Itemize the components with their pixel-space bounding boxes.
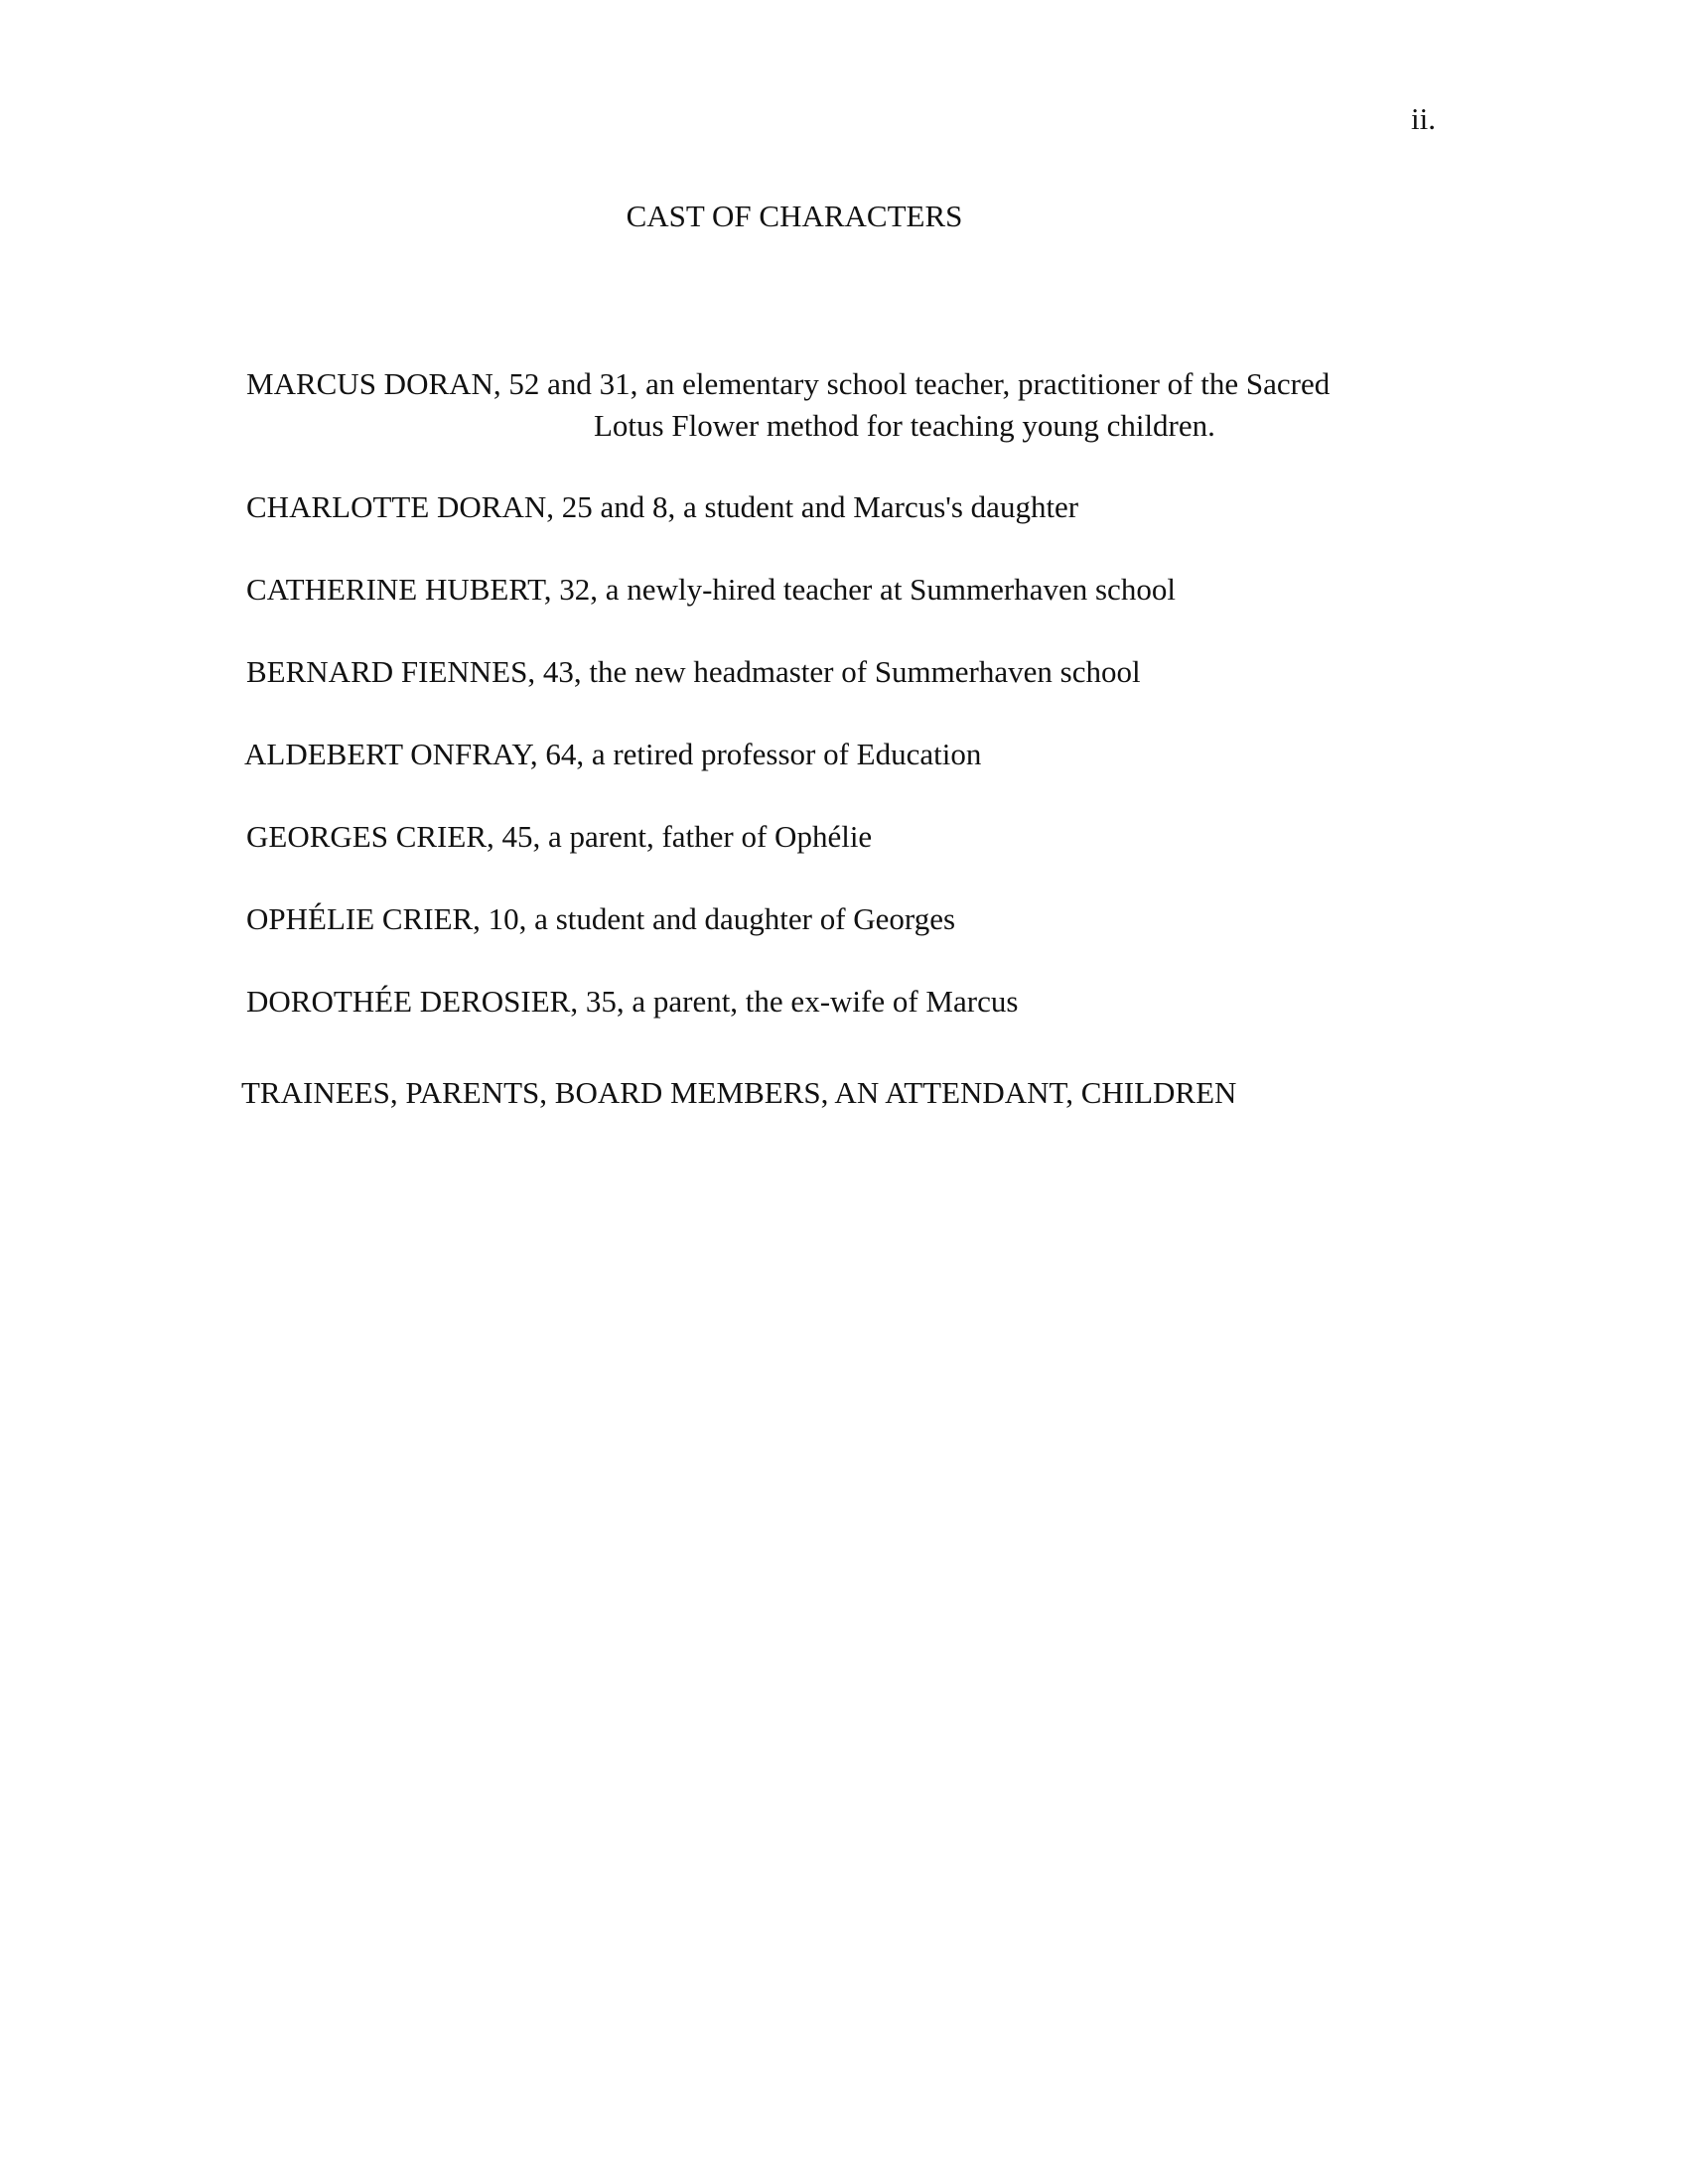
cast-entry-text: MARCUS DORAN, 52 and 31, an elementary school teacher, practitioner of the Sacred	[246, 366, 1331, 401]
cast-entry-text: GEORGES CRIER, 45, a parent, father of Ophélie	[246, 819, 873, 854]
page-title: CAST OF CHARACTERS	[626, 199, 963, 233]
cast-entry-marcus-doran	[246, 363, 1487, 447]
cast-entry-georges-crier	[246, 816, 1487, 858]
cast-entry-text: DOROTHÉE DEROSIER, 35, a parent, the ex-wife of Marcus	[246, 984, 1019, 1019]
cast-entry-text: CHARLOTTE DORAN, 25 and 8, a student and Marcus's daughter	[246, 489, 1079, 524]
cast-entry-bernard-fiennes	[246, 651, 1487, 693]
cast-entry-text: ALDEBERT ONFRAY, 64, a retired professor of Education	[244, 737, 982, 771]
cast-entry-text: OPHÉLIE CRIER, 10, a student and daughter of Georges	[246, 901, 956, 936]
cast-entry-text: CATHERINE HUBERT, 32, a newly-hired teacher at Summerhaven school	[246, 572, 1176, 607]
cast-entry-text: BERNARD FIENNES, 43, the new headmaster of Summerhaven school	[246, 654, 1141, 689]
cast-entry-dorothee-derosier	[246, 981, 1487, 1023]
cast-entry-aldebert-onfray	[244, 734, 1485, 775]
cast-entry-catherine-hubert	[246, 569, 1487, 611]
ensemble-line: TRAINEES, PARENTS, BOARD MEMBERS, AN ATTENDANT, CHILDREN	[241, 1075, 1237, 1110]
cast-entry-charlotte-doran	[246, 486, 1487, 528]
cast-entry-continuation: Lotus Flower method for teaching young children.	[594, 408, 1215, 443]
cast-entry-ophelie-crier	[246, 898, 1487, 940]
page-number: ii.	[1411, 101, 1436, 136]
